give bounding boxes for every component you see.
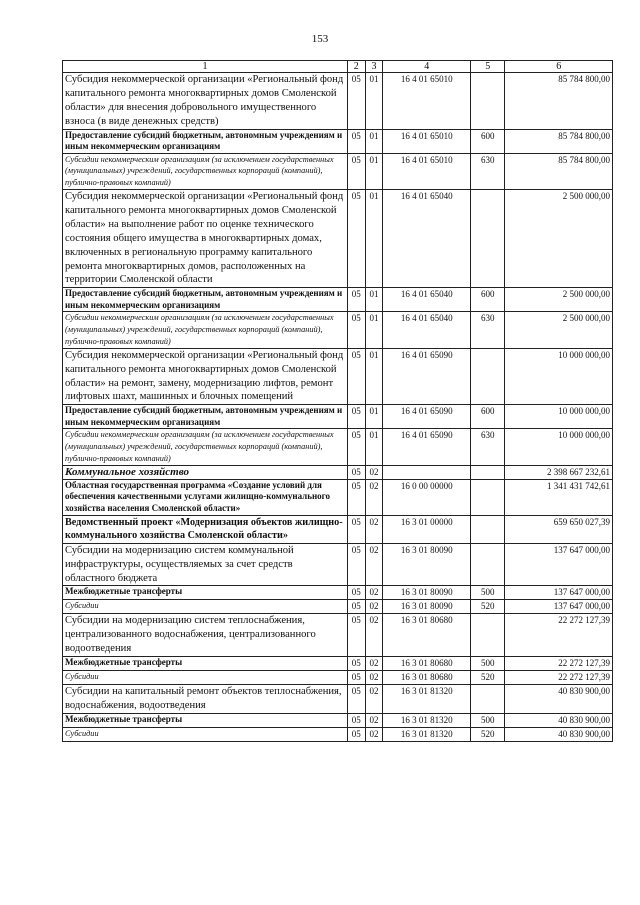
row-expense-type-cell: 600 (471, 288, 505, 312)
row-expense-type-cell: 520 (471, 671, 505, 685)
row-name-cell: Субсидии на модернизацию систем коммунальной инфраструктуры, осуществляемых за счет средств областного бюджета (63, 543, 348, 586)
row-target-article-cell: 16 3 01 80090 (383, 586, 471, 600)
row-amount-cell: 22 272 127,39 (505, 614, 613, 657)
row-section-code-cell: 05 (347, 73, 365, 130)
row-target-article-cell: 16 4 01 65010 (383, 153, 471, 189)
table-row (63, 73, 613, 130)
row-subsection-code-cell: 02 (365, 671, 383, 685)
row-target-article-cell: 16 0 00 00000 (383, 479, 471, 515)
row-name-cell: Субсидии (63, 727, 348, 741)
row-target-article-cell: 16 4 01 65090 (383, 405, 471, 429)
row-section-code-cell: 05 (347, 348, 365, 405)
row-target-article-cell: 16 4 01 65040 (383, 190, 471, 288)
row-section-code-cell: 05 (347, 600, 365, 614)
row-target-article-cell (383, 465, 471, 479)
row-name-cell: Субсидии некоммерческим организациям (за исключением государственных (муниципальных) учреждений, государственных корпораций (компаний), публично-правовых компаний) (63, 312, 348, 348)
row-name-cell: Субсидия некоммерческой организации «Региональный фонд капитального ремонта многоквартирных домов Смоленской области» на выполнение работ по оценке технического состояния общего имущества в многоквартирных домах, включенных в региональную программу капитального ремонта многоквартирных домов, расположенных на территории Смоленской области (63, 190, 348, 288)
header-col-6: 6 (505, 61, 613, 73)
row-name-cell: Межбюджетные трансферты (63, 657, 348, 671)
row-expense-type-cell: 520 (471, 727, 505, 741)
row-subsection-code-cell: 01 (365, 312, 383, 348)
row-amount-cell: 2 500 000,00 (505, 288, 613, 312)
row-name-cell: Субсидии (63, 671, 348, 685)
row-section-code-cell: 05 (347, 727, 365, 741)
row-subsection-code-cell: 01 (365, 190, 383, 288)
row-subsection-code-cell: 02 (365, 543, 383, 586)
row-expense-type-cell (471, 348, 505, 405)
row-expense-type-cell: 500 (471, 586, 505, 600)
row-section-code-cell: 05 (347, 713, 365, 727)
row-section-code-cell: 05 (347, 685, 365, 714)
row-section-code-cell: 05 (347, 543, 365, 586)
row-name-cell: Субсидии на модернизацию систем теплоснабжения, централизованного водоснабжения, централизованного водоотведения (63, 614, 348, 657)
row-section-code-cell: 05 (347, 479, 365, 515)
row-target-article-cell: 16 4 01 65010 (383, 73, 471, 130)
row-name-cell: Межбюджетные трансферты (63, 586, 348, 600)
row-name-cell: Субсидия некоммерческой организации «Региональный фонд капитального ремонта многоквартирных домов Смоленской области» на ремонт, замену, модернизацию лифтов, ремонт лифтовых шахт, машинных и блочных помещений (63, 348, 348, 405)
row-expense-type-cell: 600 (471, 405, 505, 429)
table-row (63, 479, 613, 515)
row-section-code-cell: 05 (347, 614, 365, 657)
row-expense-type-cell: 600 (471, 129, 505, 153)
row-section-code-cell: 05 (347, 465, 365, 479)
header-col-2: 2 (347, 61, 365, 73)
row-section-code-cell: 05 (347, 129, 365, 153)
row-expense-type-cell (471, 479, 505, 515)
row-subsection-code-cell: 01 (365, 73, 383, 130)
table-row (63, 671, 613, 685)
header-col-5: 5 (471, 61, 505, 73)
row-amount-cell: 40 830 900,00 (505, 685, 613, 714)
row-name-cell: Субсидии некоммерческим организациям (за исключением государственных (муниципальных) учреждений, государственных корпораций (компаний), публично-правовых компаний) (63, 153, 348, 189)
row-target-article-cell: 16 3 01 80680 (383, 671, 471, 685)
table-row (63, 129, 613, 153)
row-amount-cell: 2 398 667 232,61 (505, 465, 613, 479)
row-name-cell: Областная государственная программа «Создание условий для обеспечения качественными услугами жилищно-коммунального хозяйства населения Смоленской области» (63, 479, 348, 515)
table-row (63, 405, 613, 429)
row-amount-cell: 2 500 000,00 (505, 312, 613, 348)
row-expense-type-cell: 500 (471, 657, 505, 671)
table-row (63, 685, 613, 714)
table-row (63, 288, 613, 312)
row-amount-cell: 1 341 431 742,61 (505, 479, 613, 515)
row-amount-cell: 10 000 000,00 (505, 348, 613, 405)
table-header-row (63, 61, 613, 73)
row-target-article-cell: 16 4 01 65040 (383, 312, 471, 348)
row-target-article-cell: 16 3 01 80680 (383, 657, 471, 671)
table-row (63, 465, 613, 479)
table-row (63, 429, 613, 465)
row-amount-cell: 22 272 127,39 (505, 671, 613, 685)
row-subsection-code-cell: 01 (365, 405, 383, 429)
row-amount-cell: 137 647 000,00 (505, 543, 613, 586)
row-target-article-cell: 16 3 01 80090 (383, 600, 471, 614)
row-expense-type-cell (471, 614, 505, 657)
row-section-code-cell: 05 (347, 671, 365, 685)
row-amount-cell: 137 647 000,00 (505, 586, 613, 600)
row-section-code-cell: 05 (347, 288, 365, 312)
row-expense-type-cell: 630 (471, 153, 505, 189)
row-target-article-cell: 16 3 01 00000 (383, 515, 471, 543)
row-expense-type-cell: 630 (471, 429, 505, 465)
row-section-code-cell: 05 (347, 312, 365, 348)
table-body (63, 73, 613, 742)
row-subsection-code-cell: 02 (365, 586, 383, 600)
row-name-cell: Предоставление субсидий бюджетным, автономным учреждениям и иным некоммерческим организациям (63, 405, 348, 429)
row-expense-type-cell (471, 515, 505, 543)
row-target-article-cell: 16 3 01 81320 (383, 727, 471, 741)
budget-table (62, 60, 613, 742)
row-expense-type-cell (471, 465, 505, 479)
row-target-article-cell: 16 4 01 65090 (383, 429, 471, 465)
row-section-code-cell: 05 (347, 657, 365, 671)
row-expense-type-cell (471, 543, 505, 586)
header-col-1: 1 (63, 61, 348, 73)
row-amount-cell: 85 784 800,00 (505, 129, 613, 153)
row-target-article-cell: 16 3 01 80680 (383, 614, 471, 657)
page-number: 153 (311, 33, 329, 45)
row-amount-cell: 40 830 900,00 (505, 713, 613, 727)
row-subsection-code-cell: 02 (365, 479, 383, 515)
row-target-article-cell: 16 3 01 80090 (383, 543, 471, 586)
row-section-code-cell: 05 (347, 153, 365, 189)
row-amount-cell: 85 784 800,00 (505, 73, 613, 130)
table-row (63, 153, 613, 189)
table-row (63, 614, 613, 657)
row-amount-cell: 22 272 127,39 (505, 657, 613, 671)
row-target-article-cell: 16 4 01 65010 (383, 129, 471, 153)
row-section-code-cell: 05 (347, 190, 365, 288)
row-name-cell: Ведомственный проект «Модернизация объектов жилищно-коммунального хозяйства Смоленской области» (63, 515, 348, 543)
row-name-cell: Предоставление субсидий бюджетным, автономным учреждениям и иным некоммерческим организациям (63, 288, 348, 312)
table-row (63, 657, 613, 671)
row-section-code-cell: 05 (347, 405, 365, 429)
row-subsection-code-cell: 02 (365, 657, 383, 671)
row-subsection-code-cell: 01 (365, 348, 383, 405)
row-expense-type-cell: 630 (471, 312, 505, 348)
row-target-article-cell: 16 3 01 81320 (383, 713, 471, 727)
row-subsection-code-cell: 02 (365, 685, 383, 714)
row-expense-type-cell: 500 (471, 713, 505, 727)
row-name-cell: Субсидии (63, 600, 348, 614)
header-col-3: 3 (365, 61, 383, 73)
row-amount-cell: 40 830 900,00 (505, 727, 613, 741)
row-subsection-code-cell: 01 (365, 153, 383, 189)
table-row (63, 348, 613, 405)
row-subsection-code-cell: 02 (365, 713, 383, 727)
table-row (63, 727, 613, 741)
row-section-code-cell: 05 (347, 429, 365, 465)
row-name-cell: Межбюджетные трансферты (63, 713, 348, 727)
row-amount-cell: 85 784 800,00 (505, 153, 613, 189)
row-amount-cell: 659 650 027,39 (505, 515, 613, 543)
table-row (63, 586, 613, 600)
row-expense-type-cell (471, 685, 505, 714)
row-subsection-code-cell: 01 (365, 129, 383, 153)
row-target-article-cell: 16 4 01 65090 (383, 348, 471, 405)
row-subsection-code-cell: 02 (365, 727, 383, 741)
row-subsection-code-cell: 02 (365, 600, 383, 614)
row-subsection-code-cell: 02 (365, 614, 383, 657)
row-subsection-code-cell: 02 (365, 515, 383, 543)
row-amount-cell: 137 647 000,00 (505, 600, 613, 614)
row-section-code-cell: 05 (347, 515, 365, 543)
table-row (63, 515, 613, 543)
row-name-cell: Субсидия некоммерческой организации «Региональный фонд капитального ремонта многоквартирных домов Смоленской области» для внесения добровольного имущественного взноса (в виде денежных средств) (63, 73, 348, 130)
row-section-code-cell: 05 (347, 586, 365, 600)
row-subsection-code-cell: 01 (365, 429, 383, 465)
row-subsection-code-cell: 01 (365, 288, 383, 312)
table-row (63, 543, 613, 586)
table-row (63, 312, 613, 348)
row-expense-type-cell: 520 (471, 600, 505, 614)
header-col-4: 4 (383, 61, 471, 73)
row-name-cell: Предоставление субсидий бюджетным, автономным учреждениям и иным некоммерческим организациям (63, 129, 348, 153)
row-amount-cell: 10 000 000,00 (505, 429, 613, 465)
row-name-cell: Субсидии на капитальный ремонт объектов теплоснабжения, водоснабжения, водоотведения (63, 685, 348, 714)
row-name-cell: Субсидии некоммерческим организациям (за исключением государственных (муниципальных) учреждений, государственных корпораций (компаний), публично-правовых компаний) (63, 429, 348, 465)
row-target-article-cell: 16 3 01 81320 (383, 685, 471, 714)
table-row (63, 600, 613, 614)
row-amount-cell: 2 500 000,00 (505, 190, 613, 288)
row-expense-type-cell (471, 73, 505, 130)
row-amount-cell: 10 000 000,00 (505, 405, 613, 429)
table-row (63, 190, 613, 288)
row-name-cell: Коммунальное хозяйство (63, 465, 348, 479)
row-expense-type-cell (471, 190, 505, 288)
table-row (63, 713, 613, 727)
row-subsection-code-cell: 02 (365, 465, 383, 479)
row-target-article-cell: 16 4 01 65040 (383, 288, 471, 312)
